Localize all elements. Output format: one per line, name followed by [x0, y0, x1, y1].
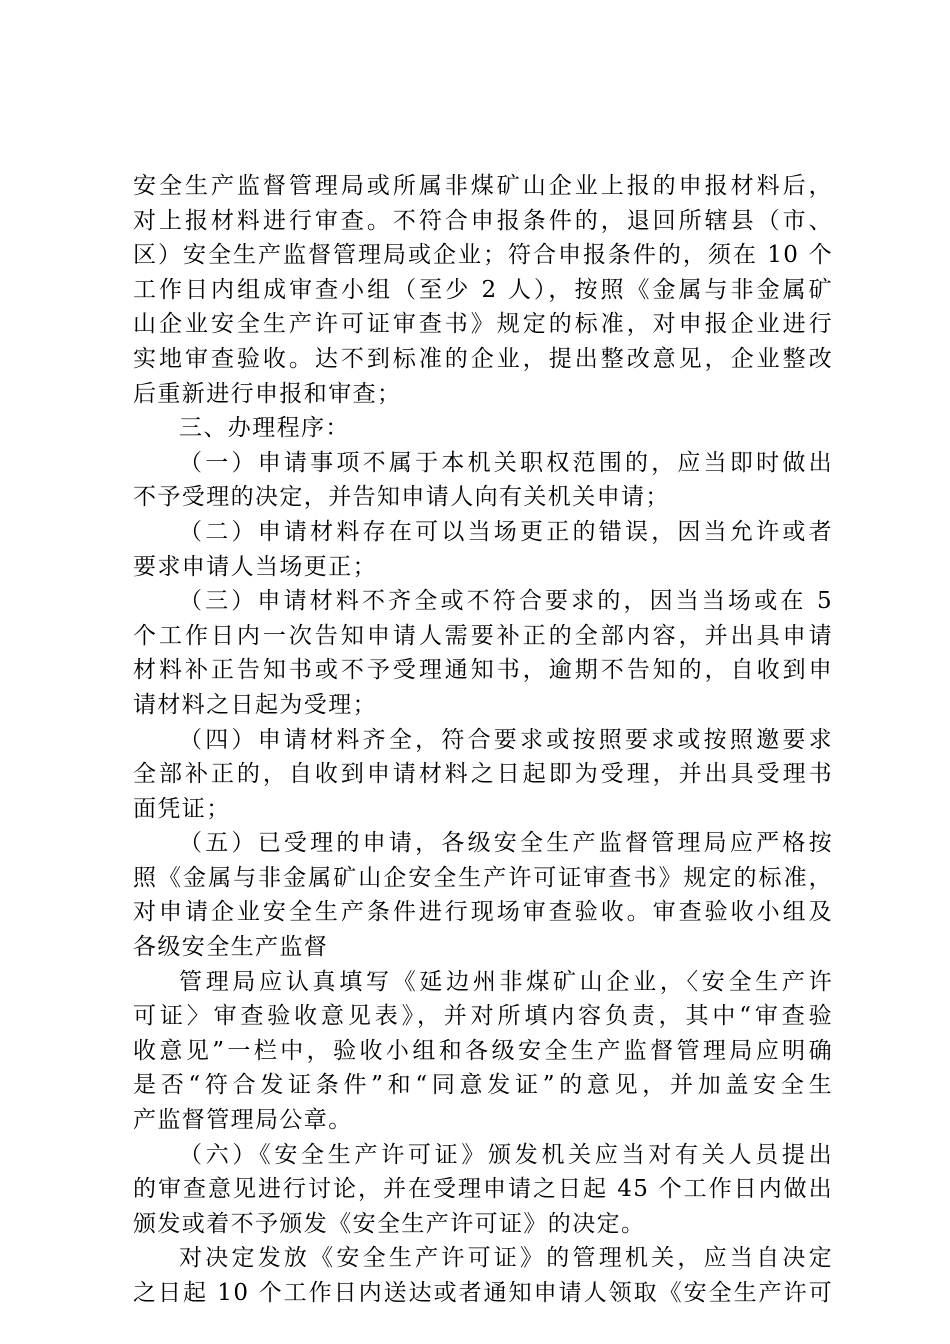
text-line: 的审查意见进行讨论，并在受理申请之日起 45 个工作日内做出 — [133, 1176, 833, 1203]
text-line: 不予受理的决定，并告知申请人向有关机关申请； — [133, 484, 670, 511]
text-line: 三、办理程序： — [179, 415, 350, 442]
text-line: （四）申请材料齐全，符合要求或按照要求或按照邀要求 — [179, 726, 833, 753]
text-line: 是否“符合发证条件”和“同意发证”的意见，并加盖安全生 — [133, 1072, 833, 1099]
text-line: 安全生产监督管理局或所属非煤矿山企业上报的申报材料后， — [133, 173, 833, 199]
text-line: 对决定发放《安全生产许可证》的管理机关，应当自决定 — [179, 1245, 833, 1272]
text-line: 个工作日内一次告知申请人需要补正的全部内容，并出具申请 — [133, 622, 833, 649]
text-line: 收意见”一栏中，验收小组和各级安全生产监督管理局应明确 — [133, 1037, 833, 1064]
text-line: 产监督管理局公章。 — [133, 1107, 353, 1134]
text-line: 面凭证； — [133, 795, 231, 822]
text-line: 对申请企业安全生产条件进行现场审查验收。审查验收小组及 — [133, 899, 833, 926]
text-line: （六）《安全生产许可证》颁发机关应当对有关人员提出 — [179, 1141, 833, 1168]
document-body — [133, 169, 833, 1311]
text-line: 对上报材料进行审查。不符合申报条件的，退回所辖县（市、 — [133, 207, 833, 234]
text-line: 实地审查验收。达不到标准的企业，提出整改意见，企业整改 — [133, 345, 833, 372]
text-line: 后重新进行申报和审查； — [133, 380, 402, 407]
text-line: 之日起 10 个工作日内送达或者通知申请人领取《安全生产许可 — [133, 1280, 833, 1306]
text-line: 区）安全生产监督管理局或企业；符合申报条件的，须在 10 个 — [133, 242, 833, 269]
text-line: 工作日内组成审查小组（至少 2 人），按照《金属与非金属矿 — [133, 276, 833, 303]
text-line: 全部补正的，自收到申请材料之日起即为受理，并出具受理书 — [133, 761, 833, 788]
text-line: 各级安全生产监督 — [133, 934, 329, 961]
text-line: 颁发或着不予颁发《安全生产许可证》的决定。 — [133, 1210, 646, 1237]
text-line: （一）申请事项不属于本机关职权范围的，应当即时做出 — [179, 449, 833, 476]
text-line: （三）申请材料不齐全或不符合要求的，因当当场或在 5 — [179, 588, 833, 615]
text-line: （二）申请材料存在可以当场更正的错误，因当允许或者 — [179, 518, 833, 545]
text-line: 要求申请人当场更正； — [133, 553, 377, 580]
text-line: 管理局应认真填写《延边州非煤矿山企业，〈安全生产许 — [179, 968, 833, 995]
text-line: （五）已受理的申请，各级安全生产监督管理局应严格按 — [179, 830, 833, 857]
text-line: 可证〉审查验收意见表》，并对所填内容负责，其中“审查验 — [133, 1003, 833, 1030]
text-line: 照《金属与非金属矿山企安全生产许可证审查书》规定的标准， — [133, 864, 833, 891]
text-line: 请材料之日起为受理； — [133, 691, 377, 718]
text-line: 材料补正告知书或不予受理通知书，逾期不告知的，自收到申 — [133, 657, 833, 684]
text-line: 山企业安全生产许可证审查书》规定的标准，对申报企业进行 — [133, 311, 833, 338]
